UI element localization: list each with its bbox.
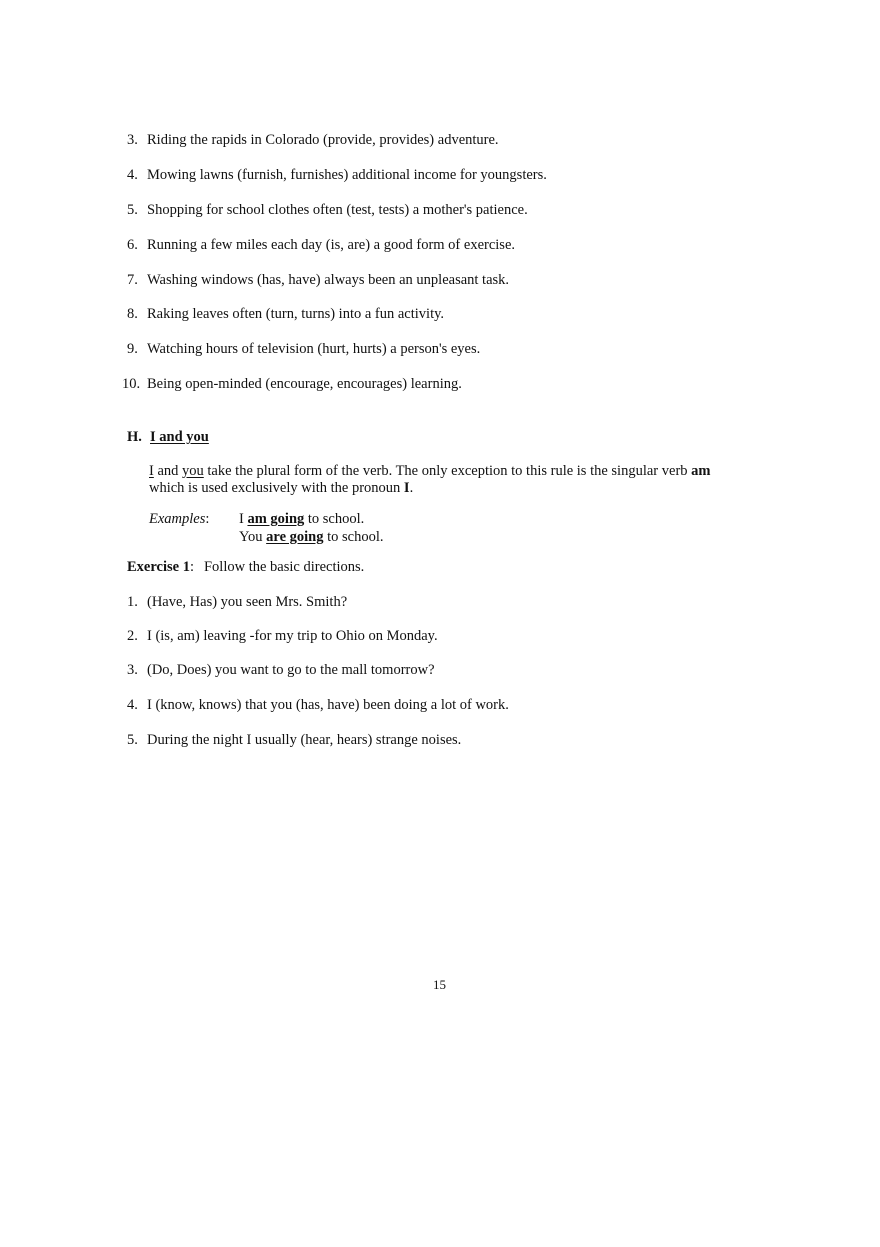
item-number: 4. xyxy=(127,167,138,183)
exercise-heading xyxy=(127,559,364,576)
exercise-item xyxy=(127,732,461,749)
rule-paragraph-line-1 xyxy=(149,463,711,480)
example-subject: I xyxy=(239,511,248,527)
paragraph-text: which is used exclusively with the pronoun xyxy=(149,480,404,496)
list-item xyxy=(127,202,528,219)
list-item xyxy=(127,341,480,358)
item-text: Running a few miles each day (is, are) a good form of exercise. xyxy=(147,237,516,253)
exercise-item xyxy=(127,697,509,714)
list-item xyxy=(127,306,444,323)
list-item xyxy=(127,237,515,254)
example-verb: are going xyxy=(266,529,324,545)
example-verb: am going xyxy=(247,511,305,527)
example-subject: You xyxy=(239,529,267,545)
section-heading xyxy=(127,429,209,446)
example-1 xyxy=(239,511,364,528)
pronoun-i-bold: I xyxy=(403,480,410,496)
item-text: Shopping for school clothes often (test, tests) a mother's patience. xyxy=(147,202,528,218)
list-item xyxy=(127,132,499,149)
item-text: Washing windows (has, have) always been an unpleasant task. xyxy=(147,272,510,288)
item-number: 5. xyxy=(127,202,138,218)
item-number: 4. xyxy=(127,697,138,713)
rule-paragraph-line-2 xyxy=(149,480,413,497)
item-text: Raking leaves often (turn, turns) into a fun activity. xyxy=(147,306,445,322)
item-text: Being open-minded (encourage, encourages) learning. xyxy=(147,376,462,392)
paragraph-text: take the plural form of the verb. The only exception to this rule is the singular verb xyxy=(203,463,692,479)
item-number: 3. xyxy=(127,132,138,148)
item-text: (Have, Has) you seen Mrs. Smith? xyxy=(147,594,348,610)
item-text: Mowing lawns (furnish, furnishes) additional income for youngsters. xyxy=(147,167,547,183)
item-text: I (know, knows) that you (has, have) been doing a lot of work. xyxy=(147,697,509,713)
paragraph-text: and xyxy=(153,463,183,479)
item-text: I (is, am) leaving -for my trip to Ohio on Monday. xyxy=(147,628,438,644)
item-text: (Do, Does) you want to go to the mall tomorrow? xyxy=(147,662,435,678)
examples-label-text: Examples xyxy=(149,511,206,527)
paragraph-text: . xyxy=(409,480,414,496)
item-number: 1. xyxy=(127,594,138,610)
item-number: 10. xyxy=(122,376,141,392)
list-item xyxy=(127,167,547,184)
item-number: 9. xyxy=(127,341,138,357)
item-number: 7. xyxy=(127,272,138,288)
item-number: 5. xyxy=(127,732,138,748)
exercise-direction: Follow the basic directions. xyxy=(203,559,365,575)
exercise-item xyxy=(127,594,347,611)
item-number: 3. xyxy=(127,662,138,678)
item-number: 6. xyxy=(127,237,138,253)
exercise-label: Exercise 1 xyxy=(127,559,190,575)
section-title: I and you xyxy=(150,429,209,445)
examples-label xyxy=(149,511,209,528)
list-item xyxy=(122,376,462,393)
item-text: Riding the rapids in Colorado (provide, provides) adventure. xyxy=(147,132,499,148)
item-number: 2. xyxy=(127,628,138,644)
section-letter: H. xyxy=(127,429,142,445)
page-number: 15 xyxy=(433,977,446,992)
pronoun-i: I xyxy=(149,463,154,479)
pronoun-you: you xyxy=(182,463,204,479)
examples-colon: : xyxy=(205,511,210,527)
exercise-item xyxy=(127,662,435,679)
list-item xyxy=(127,272,509,289)
item-text: Watching hours of television (hurt, hurts) a person's eyes. xyxy=(147,341,481,357)
exercise-item xyxy=(127,628,438,645)
item-number: 8. xyxy=(127,306,138,322)
exercise-colon: : xyxy=(189,559,194,575)
example-2 xyxy=(239,529,384,546)
item-text: During the night I usually (hear, hears) strange noises. xyxy=(147,732,462,748)
verb-am: am xyxy=(691,463,711,479)
example-rest: to school. xyxy=(323,529,384,545)
example-rest: to school. xyxy=(304,511,365,527)
